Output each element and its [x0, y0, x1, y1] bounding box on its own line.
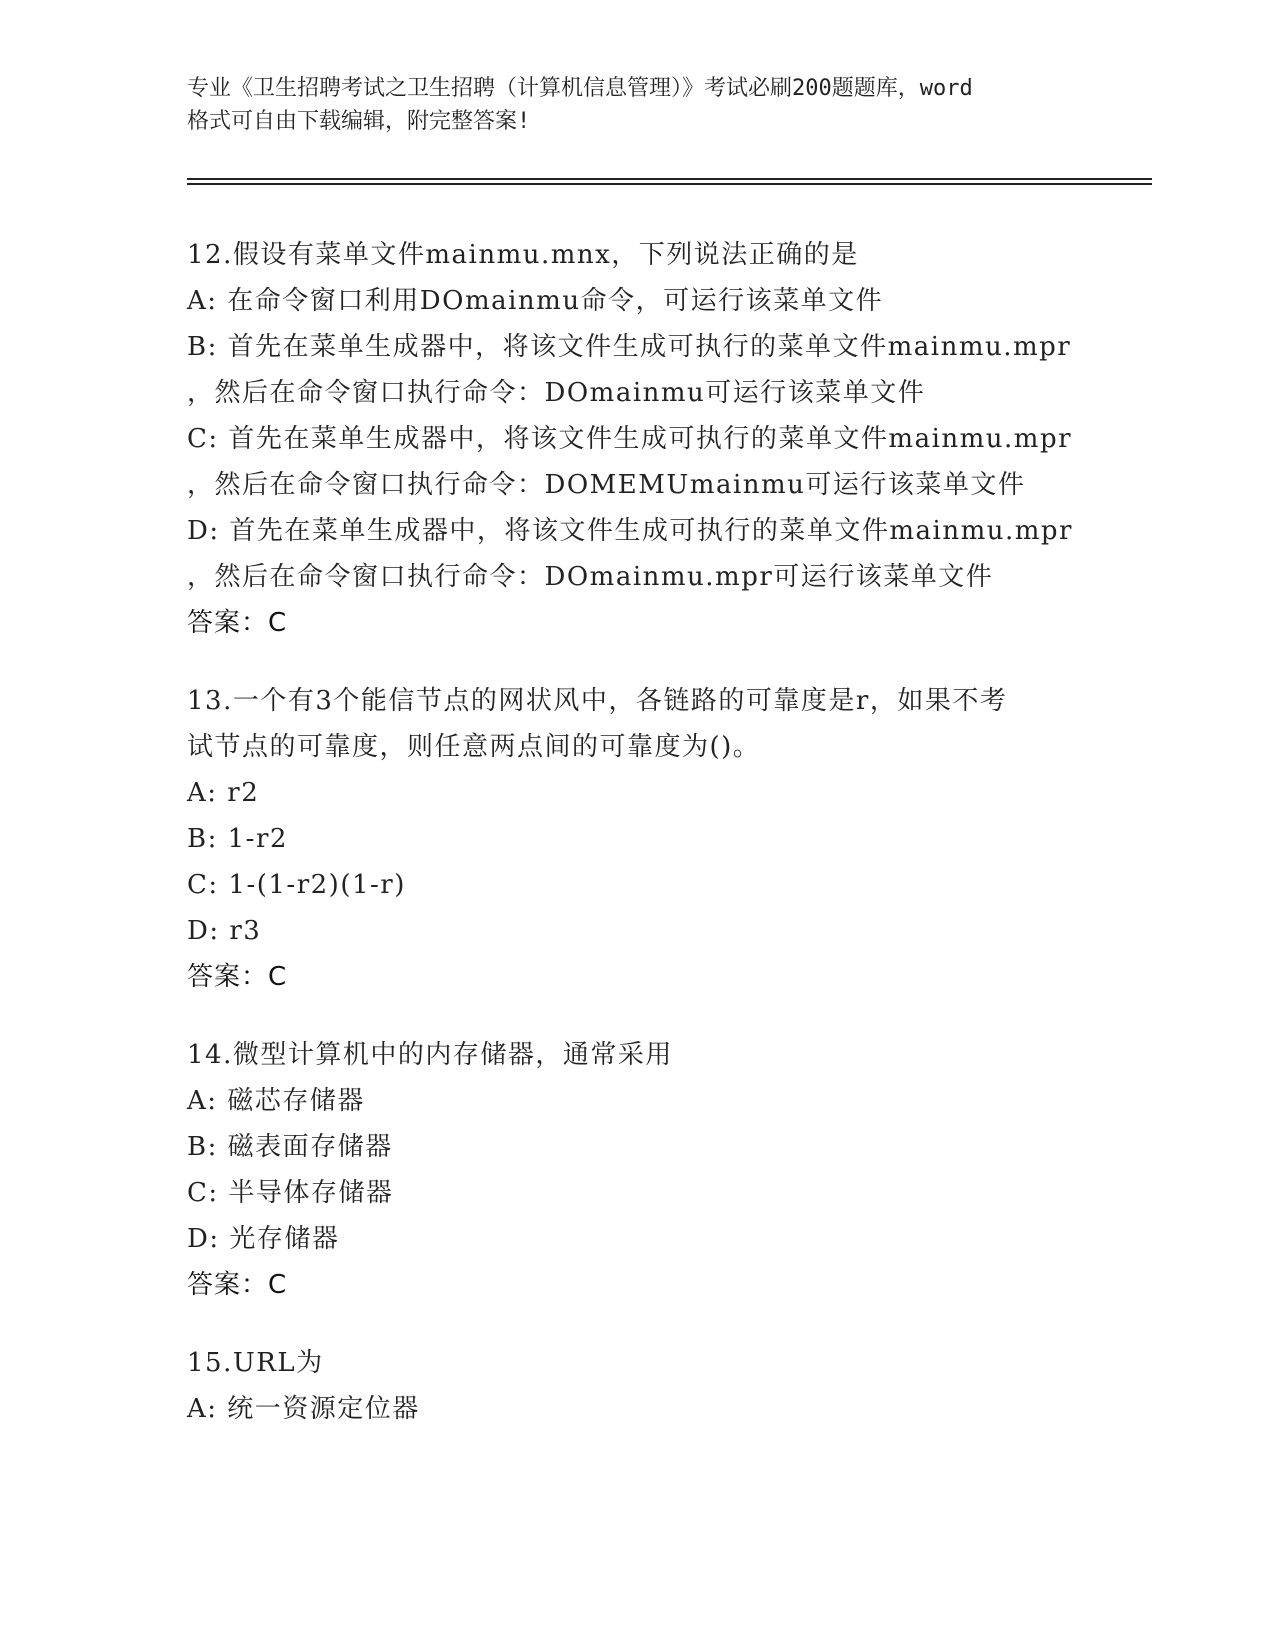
question-stem-continued: 试节点的可靠度，则任意两点间的可靠度为()。: [187, 732, 761, 762]
option-a: A: 在命令窗口利用DOmainmu命令，可运行该菜单文件: [187, 286, 884, 316]
option-b: B: 首先在菜单生成器中，将该文件生成可执行的菜单文件mainmu.mpr: [187, 332, 1072, 362]
option-d: D: 首先在菜单生成器中，将该文件生成可执行的菜单文件mainmu.mpr: [187, 516, 1073, 546]
question-stem: 15.URL为: [187, 1348, 324, 1378]
option-c: C: 1-(1-r2)(1-r): [187, 870, 406, 900]
question-12: [187, 232, 1147, 646]
option-a: A: 磁芯存储器: [187, 1086, 365, 1116]
header-line-1: 专业《卫生招聘考试之卫生招聘（计算机信息管理）》考试必刷200题题库，word: [187, 76, 973, 101]
header-divider-top: [187, 178, 1152, 180]
option-b: B: 1-r2: [187, 824, 288, 854]
option-a: A: r2: [187, 778, 260, 808]
question-stem: 12.假设有菜单文件mainmu.mnx，下列说法正确的是: [187, 240, 859, 270]
question-13: [187, 678, 1147, 1000]
question-14: [187, 1032, 1147, 1308]
option-c: C: 首先在菜单生成器中，将该文件生成可执行的菜单文件mainmu.mpr: [187, 424, 1073, 454]
question-15: [187, 1340, 1147, 1432]
option-c: C: 半导体存储器: [187, 1178, 394, 1208]
header-divider-bottom: [187, 183, 1152, 185]
document-header: [187, 72, 1087, 138]
question-stem: 14.微型计算机中的内存储器，通常采用: [187, 1040, 673, 1070]
option-a: A: 统一资源定位器: [187, 1394, 420, 1424]
option-d: D: r3: [187, 916, 262, 946]
question-list: [187, 232, 1147, 1464]
option-b: B: 磁表面存储器: [187, 1132, 393, 1162]
option-d: D: 光存储器: [187, 1224, 340, 1254]
answer: 答案：C: [187, 608, 288, 638]
option-c-continued: ，然后在命令窗口执行命令：DOMEMUmainmu可运行该菜单文件: [187, 470, 1026, 500]
question-stem: 13.一个有3个能信节点的网状风中，各链路的可靠度是r，如果不考: [187, 686, 1008, 716]
answer: 答案：C: [187, 962, 288, 992]
header-line-2: 格式可自由下载编辑，附完整答案!: [187, 109, 531, 134]
answer: 答案：C: [187, 1270, 288, 1300]
option-d-continued: ，然后在命令窗口执行命令：DOmainmu.mpr可运行该菜单文件: [187, 562, 994, 592]
option-b-continued: ，然后在命令窗口执行命令：DOmainmu可运行该菜单文件: [187, 378, 926, 408]
